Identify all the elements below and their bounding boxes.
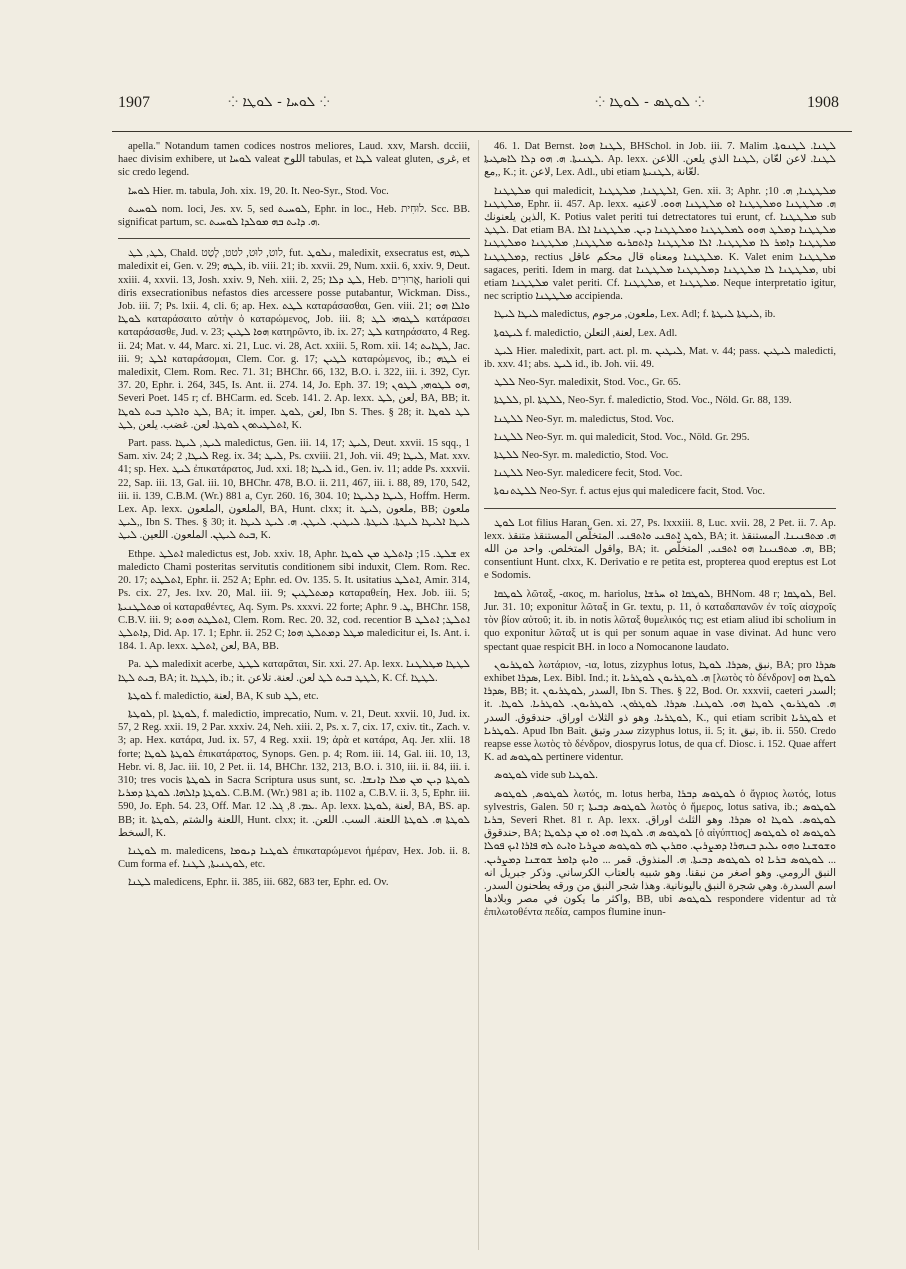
lexicon-entry: ܠܘܛܘܣ, ܠܘܛܘܣ λωτός, m. lotus herba, ܠܘܛܘܣ ܕܒܪܐ ὁ ἄγριος λωτός, lotus sylvestris, Galen. 50 r; ܠܘܛܘܣ ܕܒܝܬܐ λωτὸς ὁ ἥμερος, lotus sativa, ib.; ܠܘܛܘܣ ܒܪܝܐ, Severi Rhet. 81 r. Ap. lexx. ܠܘܛܘܣ. ܠܘܛܐ ܐܘ ܣܕܪܐ. وهو الثلث اوراق. حندقوق, BA; ܠܘܛܘܣ ܗ. ܠܘܛܐ ܗܘ. ܐܘ ܡܢ ܕܠܘܛܐ [ὁ αἰγύπτιος] ܠܘܛܘܣ ܐܘ ܠܘܛܘܣ ܘܫܘܫܢܐ ܘܗܘ ܝܠܝܕ ܒܢܗܪܐ ܕܡܨܪܝܢ. ܘܩܪܝܢ ܠܗ ܠܘܛܘܣ ܡܨܪܝܐ ܘܐܝܬ ܠܗ ܦܐܪܐ ܐܝܟ ܦܘܠܐ ... ܠܘܛܘܣ ܒܪܝܐ ܐܘ ܠܘܛܘܣ ܕܒܝܬܐ. ܗ. المنذوق. قمر ... ܘܐܝܟ ܕܐܡܪ ܫܘܫܢܐ ܕܡܨܪܝܢ. النبق الرومي. وهو اصغر من نبقنا. وهو شبيه بالعتاب الكرساني. وذكر جبريل انه اسم السدرة. وهي شجرة النبق باليونانية. وهذا شجر النبق من ورقه يطحنون السدر. واكثر ما يكون في مصر وبلادها, BB, ubi ܠܘܛܘܣ respondere videntur ad τὰ ἐπιλωτοθέντα πεδία, campos flumine inun- — [484, 788, 836, 919]
lexicon-paragraph: 46. 1. Dat Bernst. ܠܛܢܐ ܗܘܐ, BHSchol. in Job. iii. 7. Malim ܠܛܢܐ. ܠܛܢܘܬܐ. ܠܛܢܝܬܐ. ܗ. ܗܘ ܕܠܐ ܠܐܣܛܝܬܐ. Ap. lexx. ܠܛܢܐ. لاعن لعّان ,ܠܛܢܐ الذي يلعن. اللاعن ,مع, K.; it. لاعن, Lex. Adl., ubi etiam لعّانة ,ܠܛܢܝܬܐ. — [484, 141, 836, 179]
left-running-title: ⁘ ܠܘܚܐ - ܠܘܛܐ ⁘ — [228, 94, 330, 110]
lexicon-entry: ܠܝܛܐ ܠܝܛܐ maledictus, ملعون, مرجوم, Lex. Adl; f. ܠܝܛܬܐ ܠܝܛܬܐ, ib. — [494, 309, 776, 321]
lexicon-entry: ܠܘܛܩܐ λῶταξ, -ακος, m. hariolus, ܠܘܛܩܐ ܐܘ ܚܪܫܐ, BHNom. 48 r; ܠܘܛܩܐ, Bel. Jur. 31. 10; exponitur λῶταξ in Gr. textu, p. 11, ὁ καταδαπανῶν ἐν τοῖς αἰσχροῖς τὸν βίον αὐτοῦ; it. ib. in notis λῶταξ θυμελικός τις; est etiam aliud ibi scholium in quo exponitur λῶταξ ut is qui per sonum aquae in vase divinat. Ad hunc vero spectant quae respicit BH. in loco a Nomocanone laudato. — [484, 588, 836, 653]
lexicon-entry: ܠܘܚܝܬ nom. loci, Jes. xv. 5, sed ܠܘܚܝܬ, Ephr. in loc., Heb. לוּחִית. Scc. BB. significat partum, sc. ܗ. ܕܐܝܬ ܒܗ ܡܘܠܕܐ ܠܘܚܝܬ. — [118, 203, 470, 229]
column-divider — [478, 140, 479, 1250]
lexicon-paragraph: Ethpe. ܐܬܠܛ maledictus est, Job. xxiv. 18, Aphr. ܫܠܛ. 15; ܕܐܬܠܛ ܡܢ ܠܘܛܐ ex maledicto Chami posteritas servitutis conditionem sibi induxit, Clem. Rom. Rec. 20. 17; ܐܬܠܛܬ, Ephr. ii. 252 A; Ephr. ed. Ov. 135. 5. It. usitatius ܐܬܠܛ, Amir. 314, Ps. cix. 27, Jes. lxv. 20, Mal. iii. 9; ܕܡܬܠܛܝܢ καταραθείη, Hex. Job. iii. 5; ܡܬܠܛܢܝܬܐ οἱ καταραθέντες, Aq. Sym. Ps. xxxvi. 22 forte; Aphr. ܛ. 9, BHChr. 158, C.B.V. iii. 9; ܐܬܠܛܬ ܗܘܬ, Clem. Rom. Rec. 20. 32, cod. recentior B ܐܬܠܛ; ܐܬܠܛ ܕܐܬܠܛ, Did. Ap. 17. 1; Ephr. ii. 252 C; ܡܛܠ ܕܡܬܠܛ ܗܘܐ maledicitur ei, Is. Ant. i. 184. 1. Ap. lexx. لعن ,ܐܬܠܛ, BA, BB. — [118, 548, 470, 653]
left-column — [118, 140, 470, 1255]
right-running-title: ⁘ ܠܘܛܣ - ܠܘܛܐ ⁘ — [595, 94, 705, 110]
lexicon-paragraph: apella." Notandum tamen codices nostros meliores, Laud. xxv, Marsh. dcciii, haec divisim exhibere, ut ܠܘܚܐ valeat اللوح tabulas, et ܠܛܐ valeat gluten, غرى, et sic credo legend. — [118, 141, 470, 179]
left-page-number: 1907 — [118, 94, 150, 111]
header-rule — [112, 131, 852, 132]
lexicon-entry: ܠܘܛܢܐ m. maledicens, ܠܘܛܢܐ ܕܝܘܡܐ ἐπικαταρώμενοι ἡμέραν, Hex. Job. ii. 8. Cum forma ef. ܠܘܛܢܝܬܐ, ܠܛܢܐ, etc. — [118, 845, 470, 871]
lexicon-entry: ܠܠܛ Neo-Syr. maledixit, Stod. Voc., Gr. 65. — [494, 377, 681, 389]
lexicon-entry: ܠܘܛ Lot filius Haran, Gen. xi. 27, Ps. lxxxiii. 8, Luc. xvii. 28, 2 Pet. ii. 7. Ap. lexx. ܠܘܛ ܐܬܦܢܝ ܘܐܬܦܢܝ. المتخلّص المستنقذ متنقذ, BA; it. ܗ. ܡܬܦܢܝܢܐ. المستنقذ واقول المتخلص. واحد من الله, BA; it. ܗ. ܡܬܦܢܝܢܐ ܗܘ ܐܬܦܢܝ, المتخلّص, BB; consentiunt Hunt. clxx, K. Derivatio e re petita est, propterea quod ereptus est Lot e Sodomis. — [484, 508, 836, 583]
lexicon-entry: ܠܝܛ Hier. maledixit, part. act. pl. m. ܠܝܛܝܢ, Mat. v. 44; pass. ܠܝܛܝܢ maledicti, ib. xxv. 41; abs. ܠܝܛ id., ib. Joh. vii. 49. — [484, 345, 836, 371]
lexicon-entry: ܠܛܢܐ maledicens, Ephr. ii. 385, iii. 682, 683 ter, Ephr. ed. Ov. — [128, 877, 389, 889]
lexicon-entry: ܠܝܛܘܬܐ f. maledictio, لعنة, التعلن, Lex. Adl. — [494, 327, 678, 339]
right-column — [484, 140, 836, 1255]
lexicon-paragraph: Pa. ܠܛ maledixit acerbe, ܠܛܛ καταρᾶται, Sir. xxi. 27. Ap. lexx. ܠܛܛܐ ܡܛܠܛܢܐ ܒܝܬ ܠܛܐ, BA; it. ܠܛܛܐ, ib.; it. ܠܛܛ ܒܝܬ ܠܛ لعن. لعنة. تلاعن, K. Cf. ܠܛܛܐ. — [118, 659, 470, 684]
lexicon-entry: ܠܘܛܬܐ, pl. ܠܘܛܬܐ, f. maledictio, imprecatio, Num. v. 21, Deut. xxvii. 10, Jud. ix. 57, 2 Reg. xxii. 19, 2 Par. xxxiv. 24, Neh. xiii. 2, Ps. x. 7, cix. 17, cxiv. tit., Zach. v. 3; ap. Hex. κατάρα, Jud. ix. 57, 4 Reg. xxii. 19; ἀρὰ et κατάρα, Aq. Jer. xlii. 18 forte; ܠܘܛܬܐ ܠܘܛܐ ἐπικατάρατος, Synops. Gen. p. 4; Rom. iii. 14, Gal. iii. 10, 13, Hebr. vi. 8, Jac. iii. 10, 2 Pet. ii. 14, BHChr. 132, 213, B.O. i. 310, iii. ii. 84, iii. i. 310; tres vocis ܠܘܛܬܐ in Sacra Scriptura usus sunt, sc. ܠܘܛܬܐ ܕܝܢ ܡܢ ܡܠܐ ܕܐܢܫܐ. ܠܘܛܬܐ ܕܐܠܗܐ. ܠܘܛܬܐ ܕܡܪܝܐ. C.B.M. (Wr.) 981 a; ib. 1102 a, C.B.V. ii. 3, 5, Ephr. iii. 590, Jo. Eph. 54. 23, Off. Mar. ܥܡ. 8, ܓܠ. 12. Ap. lexx. لعنة ,ܠܘܛܬܐ, BA, BS. ap. BB; it. اللعنة والشتم ,ܠܘܛܬܐ, Hunt. clxx; it. ܠܘܛܬܐ ܗ. ܠܘܛܬܐ اللعنة. السب. اللعن. السخط, K. — [118, 708, 470, 839]
lexicon-entry: ܠܘܛܬܐ f. maledictio, لعنة, BA, K sub ܠܛ, etc. — [128, 690, 319, 702]
lexicon-entry: ܠܘܛܪܝܘܢ λωτάριον, -ια, lotus, zizyphus lotus, نبق ,ܣܕܪܐ. ܠܘܛܐ, BA; pro ܣܕܪܐ exhibet ܣܕܪܐ, Lex. Bibl. Ind.; it. ܗ. ܠܘܛܪܝܘܢ ܠܘܛܪܝܐ [λωτὸς τὸ δένδρον] ܠܘܛܐ ܗܘ ܣܕܪܐ, BB; it. السدر ,ܠܘܛܪܝܘܢ, Ibn S. Thes. § 22, Bod. Or. xxxvii, caeteri السدر; it. ܗ. ܠܘܛܪܝܘܢ ܠܘܛܐ ܗܘ. ܠܘܛܢܐ. ܣܕܪܐ. ܠܘܛܪܘܢ. ܠܘܛܪܝܘܢ. ܠܘܛܪܝܐ. ܠܘܛܐ. ܠܘܛܪܝܐ. وهو ذو الثلاث اوراق. حندقوق. السدر, K., qui etiam scribit ܠܘܛܪܝܐ et ܠܘܛܪܝܐ. Apud Ibn Bait. سدر وتبق zizyphus lotus, ii. 5; it. نبق, ib. ii. 550. Credo reapse esse λωτὸς τὸ δένδρον, diospyrus lotus, de qua cf. Diosc. i. 152. Quae affert K. ad ܠܘܛܘܣ pertinere videntur. — [484, 659, 836, 764]
lexicon-entry: ܠܠܛܢܐ Neo-Syr. m. qui maledicit, Stod. Voc., Nöld. Gr. 295. — [494, 431, 750, 443]
lexicon-entry: ܠܠܛܬܐ Neo-Syr. m. maledictio, Stod. Voc. — [494, 450, 669, 462]
lexicon-entry: ܠܠܛܢܐ Neo-Syr. maledicere fecit, Stod. Voc. — [494, 468, 683, 480]
lexicon-entry: ܡܠܛܛܢܐ qui maledicit, ܐܠܛܛܢܐ, ܡܠܛܛܢܐ, Gen. xii. 3; Aphr. ܡܠܛܛܢܐ, ܗ. 10; ܡܠܛܛܢܐ, Ephr. ii. 457. Ap. lexx. ܗ. ܡܠܛܛܢܐ ܘܡܠܛܛܢܐ ܐܘ ܡܠܛܛܢܐ ܗܘܘ. لاعنيه الذين يلعنونك, K. Potius valet periti tui detrectatores tui erunt, cf. ܡܠܛܛܢܐ sub ܠܛܛ. Dat etiam BA. ܡܠܛܛܢܐ ܕܡܠܛ ܗܘܘ ܠܡܠܛܛܢܐ ܘܡܠܛܛܢܐ ܕܝܢ. ܡܠܛܛܢܐ ܐܠܐ ܡܠܛܛܢܐ ܕܐܡܪ ܠܐ ܡܠܛܛܢܐ. ܐܠܐ ܡܠܛܛܢܐ ܕܐܬܩܪܝܘ ܡܠܛܛܢܐ, ܡܠܛܛܢܐ ܘܡܠܛܛܢܐ ܕܡܠܛܛܢܐ, rectius ܡܠܛܛܢܐ ومعناه قال محكم عاقل. K. Valet enim ܡܠܛܛܢܐ sagaces, periti. Idem in marg. dat ܡܠܛܛܢܐ ܠܐ ܡܠܛܛܢܐ ܕܡܠܛܛܢܐ ܡܠܛܛܢܐ, ubi etiam ܡܠܛܛܢܐ valet periti. Cf. ܡܠܛܛܢܐ, et ܡܠܛܛܢܐ. Neque interpretatio igitur, nec scriptio ܡܠܛܛܢܐ accipienda. — [484, 185, 836, 303]
lexicon-entry: ܠܠܛܬܢܘܬܐ Neo-Syr. f. actus ejus qui maledicere facit, Stod. Voc. — [494, 486, 765, 498]
running-header — [0, 90, 906, 118]
lexicon-entry: ܠܠܛܬܐ, pl. ܠܠܛܬܐ, Neo-Syr. f. maledictio, Stod. Voc., Nöld. Gr. 88, 139. — [494, 395, 792, 407]
lexicon-paragraph: Part. pass. ܠܝܛ, ܠܝܛܐ maledictus, Gen. iii. 14, 17; ܠܝܛ, Deut. xxvii. 15 sqq., 1 Sam. xiv. 24; ܠܝܛܐ, 2 Reg. ix. 34; ܠܝܛ, Ps. cxviii. 21, Joh. vii. 49; ܠܝܛܐ, Mat. xxv. 41; sp. Hex. ܠܝܛ ἐπικατάρατος, Jud. xxi. 18; ܠܝܛܐ id., Gen. iv. 11; adde Ps. xxxvii. 22, Sap. iii. 13, Gal. iii. 10, BHChr. 478, B.O. ii. 211, 467, iii. i. 88, 89, 170, 542, iii. ii. 139, C.B.M. (Wr.) 881 a, Cyr. 260. 16, 304. 10; ܠܝܛܐ ܕܠܝܛܐ, Hoffm. Herm. Lex. Ap. lexx. الملعون ,الملعون, BA, Hunt. clxx; it. ملعون ,ܠܝܛ, BB; ملعون ,ܠܝܛ, Ibn S. Thes. § 30; it. ܠܝܛܐ ܐܠܝܛܐ ܠܝܛܬܐ. ܠܝܛܬܐ. ܠܝܛܝܢ. ܠܝܛܢ. ܗ. ܠܝܛ ܠܝܛܐ ܒܝܬ ܠܝܛܢ. الملعون. اللعين. ܠܝܛ, K. — [118, 438, 470, 542]
lexicon-entry: ܠܠܛܢܐ Neo-Syr. m. maledictus, Stod. Voc. — [494, 413, 674, 425]
lexicon-entry: ܠܛ, ܠܛ, Chald. לוט, לוּט, לטט, לָטַט, fut. ܢܠܘܛ, maledixit, exsecratus est, ܠܛܗ maledixit ei, Gen. v. 29; ܠܛܗ, ib. viii. 21; ib. xxvii. 29, Num. xxii. 6, xxiv. 9, Deut. xxiii. 4, xxvii. 13, Josh. xxiv. 9, Neh. xiii. 2, 25; ܠܛ ܕܠܐ, Heb. אֲרוּרִים, harioli qui diris exsecrationibus nefastos dies arcessere posse putabantur, Wickman. Diss., Job. iii. 7; Ps. lxii. 4, cli. 6; ap. Hex. ܠܛܬ καταράσασθαι, Gen. viii. 21; ܘܐܠܐ ܗܘ ܠܘܛܐ καταράσαιτο αὐτὴν ὁ καταρώμενος, Job. iii. 8; ܠܛܘܗܝ ܠܛ κατάρασει καταράσασθε, Jud. v. 23; ܗܘܐ ܠܛܝܢ κατηρῶντο, ib. ix. 27; ܠܛ κατηράσατο, 4 Reg. ii. 24; Mat. v. 44, Marc. xi. 21, Luc. vi. 28, Act. xxiii. 5, Rom. xii. 14; ܠܛܐܝܬ, Jac. iii. 9; ܐܠܛ καταράσομαι, Clem. Cor. g. 17; ܠܛܝܢ καταρώμενος, ib.; ܠܛܗ ei maledixit, Clem. Rom. Rec. 71. 31; BHChr. 66, 132, B.O. i. 322, iii. i. 392, Cyr. 37. 20, Ephr. i. 264, 345, Is. Ant. ii. 274. 14, Jo. Eph. 37. 19; ܗܘ ܠܛܘܗܝ, ܠܛܘܢ, Severi Poet. 145 r; cf. BHCarm. ed. Sceb. 141. 2. Ap. lexx. لعن ,ܠܛ, BA, BB; it. ܠܛ ܘܐܠܛ ܒܝܬ ܠܘܛܐ, BA; it. imper. لعن ,ܠܘܛ, Ibn S. Thes. § 28; it. ܠܛ ܠܘܛܐ ܐܬܠܛܝܬܘܢ ܠܘܛܬܐ. لعن. غضب. يلعن ,ܠܛ, K. — [118, 238, 470, 432]
right-page-number: 1908 — [807, 94, 839, 111]
lexicon-entry: ܠܘܚܐ Hier. m. tabula, Joh. xix. 19, 20. It. Neo-Syr., Stod. Voc. — [128, 185, 389, 197]
lexicon-entry: ܠܘܛܘܣ vide sub ܠܘܛܝܐ. — [494, 770, 598, 782]
